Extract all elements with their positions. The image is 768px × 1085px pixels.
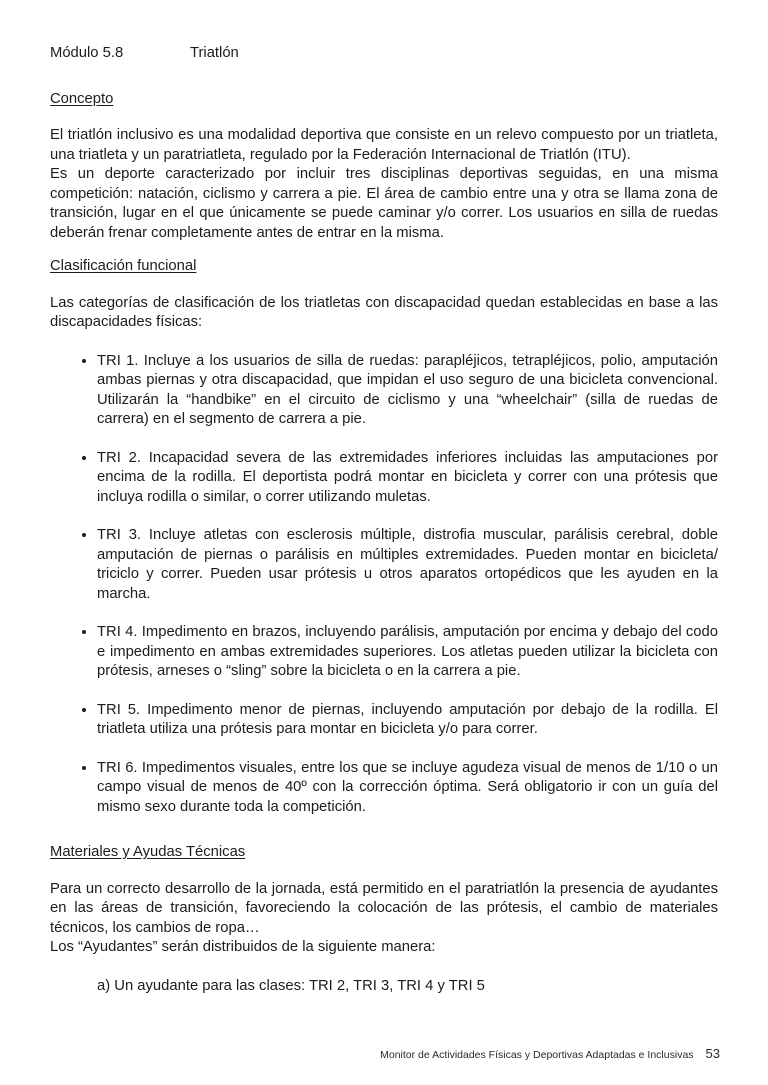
materials-paragraph-1: Para un correcto desarrollo de la jornada, está permitido en el paratriatlón la presencia de ayudantes en las áreas de transición, favoreciendo la colocación de las prótesis, el cambio de materiales técnicos, los cambios de ropa… bbox=[50, 880, 718, 936]
classification-list bbox=[50, 352, 718, 818]
classification-intro: Las categorías de clasificación de los triatletas con discapacidad quedan establecidas en base a las discapacidades físicas: bbox=[50, 294, 718, 330]
concept-paragraph-1: El triatlón inclusivo es una modalidad deportiva que consiste en un relevo compuesto por un triatleta, una triatleta y un paratriatleta, regulado por la Federación Internacional de Triatlón (ITU). bbox=[50, 127, 718, 163]
materials-paragraph-2: Los “Ayudantes” serán distribuidos de la siguiente manera: bbox=[50, 939, 436, 955]
footer-text: Monitor de Actividades Físicas y Deportivas Adaptadas e Inclusivas bbox=[380, 1048, 694, 1061]
section-heading-clasificacion: Clasificación funcional bbox=[50, 258, 197, 274]
module-title-line bbox=[50, 44, 718, 64]
list-item-tri-3: • TRI 3. Incluye atletas con esclerosis múltiple, distrofia muscular, parálisis cerebral, doble amputación de piernas o parálisis en múltiples extremidades. Pueden montar en bicicleta/ triciclo y correr. Pueden usar prótesis u otros aparatos ortopédicos que les ayuden en la marcha. bbox=[97, 526, 718, 604]
materials-item-a: a) Un ayudante para las clases: TRI 2, TRI 3, TRI 4 y TRI 5 bbox=[97, 977, 485, 994]
module-label: Módulo 5.8 bbox=[50, 45, 124, 61]
page-number: 53 bbox=[705, 1045, 720, 1061]
concept-paragraph-2: Es un deporte caracterizado por incluir tres disciplinas deportivas seguidas, en una misma competición: natación, ciclismo y carrera a pie. El área de cambio entre una y otra se llama zona de transición, lugar en el que únicamente se puede caminar y/o correr. Los usuarios en silla de ruedas deberán frenar completamente antes de entrar en la misma. bbox=[50, 166, 718, 241]
list-item-tri-5: • TRI 5. Impedimento menor de piernas, incluyendo amputación por debajo de la rodilla. El triatleta utiliza una prótesis para montar en bicicleta y/o para correr. bbox=[97, 701, 718, 740]
list-item-tri-2: • TRI 2. Incapacidad severa de las extremidades inferiores incluidas las amputaciones por encima de la rodilla. El deportista podrá montar en bicicleta y correr con una prótesis que incluya rodilla o similar, o correr utilizando muletas. bbox=[97, 449, 718, 508]
module-title: Triatlón bbox=[190, 45, 239, 61]
section-heading-materiales: Materiales y Ayudas Técnicas bbox=[50, 844, 246, 860]
section-heading-concepto: Concepto bbox=[50, 90, 114, 107]
list-item-tri-6: • TRI 6. Impedimentos visuales, entre los que se incluye agudeza visual de menos de 1/10 o un campo visual de menos de 40º con la corrección óptima. Será obligatorio ir con un guía del mismo sexo durante toda la competición. bbox=[97, 759, 718, 818]
page-footer bbox=[380, 1044, 720, 1064]
list-item-tri-4: • TRI 4. Impedimento en brazos, incluyendo parálisis, amputación por encima y debajo del codo e impedimento en ambas extremidades superiores. Los atletas pueden utilizar la bicicleta con prótesis, arneses o “sling” sobre la bicicleta o en la carrera a pie. bbox=[97, 623, 718, 682]
list-item-tri-1: • TRI 1. Incluye a los usuarios de silla de ruedas: parapléjicos, tetrapléjicos, polio, amputación ambas piernas y otra discapacidad, que impidan el uso seguro de una bicicleta convencional. Utilizarán la “handbike” en el circuito de ciclismo y una “wheelchair” (silla de ruedas de carrera) en el segmento de carrera a pie. bbox=[97, 352, 718, 430]
